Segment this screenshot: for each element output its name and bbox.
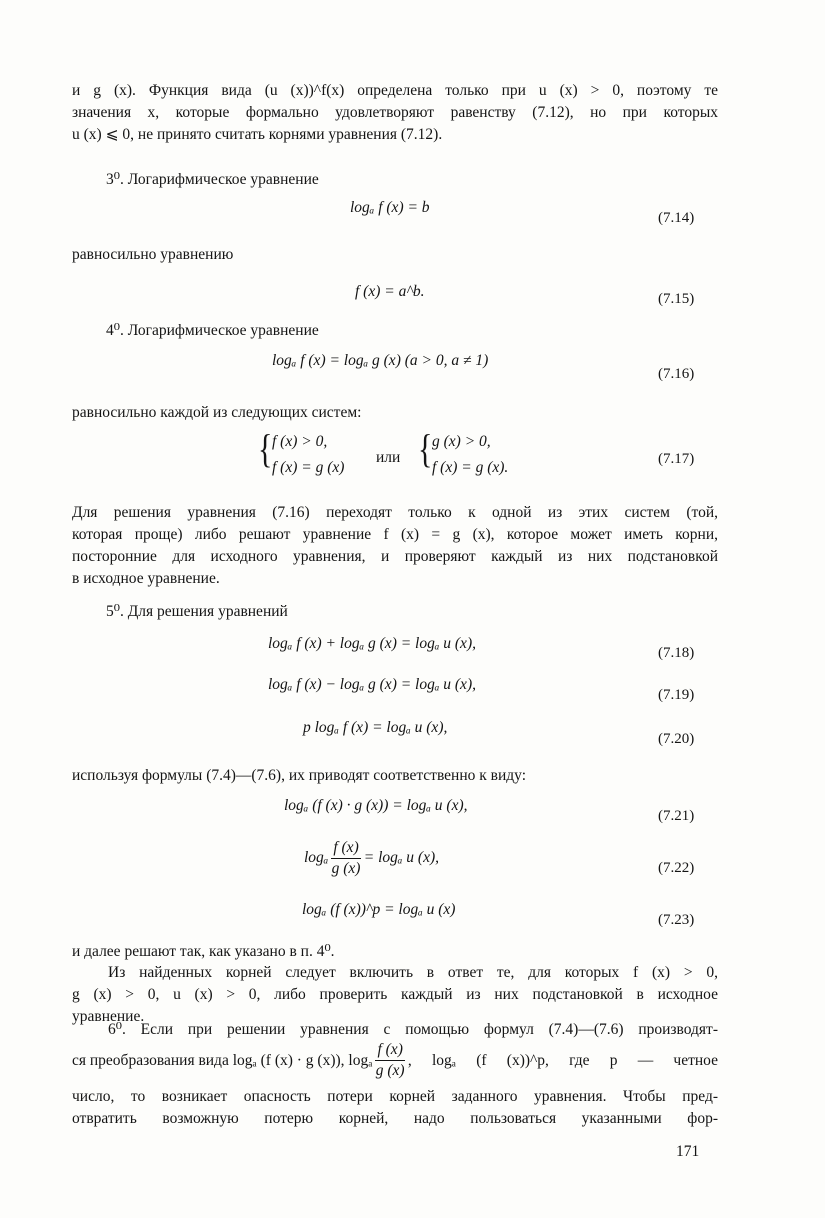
text-line: которая проще) либо решают уравнение f (x) = g (x), которое может иметь корни, <box>72 526 718 543</box>
text-fragment: , logₐ (f (x))^p, где p — четное <box>407 1051 718 1069</box>
equation-7-23: logₐ (f (x))^p = logₐ u (x) <box>302 901 456 918</box>
equation-number: (7.21) <box>658 808 695 824</box>
equation-7-16: logₐ f (x) = logₐ g (x) (a > 0, a ≠ 1) <box>272 352 489 369</box>
equation-7-19: logₐ f (x) − logₐ g (x) = logₐ u (x), <box>268 676 476 693</box>
equation-7-21: logₐ (f (x) · g (x)) = logₐ u (x), <box>284 797 468 814</box>
equation-text: = logₐ u (x), <box>363 849 439 867</box>
text-line: используя формулы (7.4)—(7.6), их приводят соответственно к виду: <box>72 767 527 784</box>
text-line: уравнение. <box>72 1008 145 1025</box>
left-brace: { <box>418 426 433 471</box>
text-line: и g (x). Функция вида (u (x))^f(x) определена только при u (x) > 0, поэтому те <box>72 82 718 99</box>
text-line: отвратить возможную потерю корней, надо пользоваться указанными фор- <box>72 1110 718 1127</box>
equation-number: (7.19) <box>658 687 695 703</box>
system-line: f (x) = g (x) <box>272 459 345 476</box>
equation-number: (7.22) <box>658 860 695 876</box>
equation-number: (7.14) <box>658 210 695 226</box>
text-line: Для решения уравнения (7.16) переходят только к одной из этих систем (той, <box>72 504 718 521</box>
numerator: f (x) <box>375 1040 404 1061</box>
fraction <box>375 1040 404 1081</box>
intro-paragraph <box>72 80 718 146</box>
equation-number: (7.16) <box>658 366 695 382</box>
text-line: значения x, которые формально удовлетворяют равенству (7.12), но при которых <box>72 104 718 121</box>
text-line: равносильно каждой из следующих систем: <box>72 404 362 421</box>
text-line: u (x) ⩽ 0, не принято считать корнями уравнения (7.12). <box>72 126 443 143</box>
equation-7-18: logₐ f (x) + logₐ g (x) = logₐ u (x), <box>268 635 476 652</box>
text-line: и далее решают так, как указано в п. 4⁰. <box>72 943 335 960</box>
equation-number: (7.23) <box>658 912 695 928</box>
equation-text: logₐ <box>304 849 329 867</box>
equation-7-14: logₐ f (x) = b <box>350 199 430 216</box>
text-line: в исходное уравнение. <box>72 570 220 587</box>
section-heading-5: 5⁰. Для решения уравнений <box>106 603 288 620</box>
equation-7-15: f (x) = a^b. <box>355 283 425 300</box>
text-fragment: ся преобразования вида logₐ (f (x) · g (x)), logₐ <box>72 1051 373 1069</box>
text-line: 6⁰. Если при решении уравнения с помощью формул (7.4)—(7.6) производят- <box>108 1021 718 1038</box>
text-line: число, то возникает опасность потери корней заданного уравнения. Чтобы пред- <box>72 1088 718 1105</box>
text-line <box>72 1040 718 1081</box>
fraction <box>331 838 360 879</box>
text-line: Из найденных корней следует включить в ответ те, для которых f (x) > 0, <box>108 964 718 981</box>
paragraph <box>72 502 718 590</box>
text-line: посторонние для исходного уравнения, и проверяют каждый из них подстановкой <box>72 548 718 565</box>
page-number: 171 <box>676 1143 700 1160</box>
system-line: f (x) = g (x). <box>432 459 509 476</box>
denominator: g (x) <box>375 1062 405 1079</box>
left-brace: { <box>258 426 273 471</box>
equation-number: (7.15) <box>658 291 695 307</box>
section-heading-3: 3⁰. Логарифмическое уравнение <box>106 171 319 188</box>
equation-number: (7.20) <box>658 731 695 747</box>
equation-number: (7.18) <box>658 645 695 661</box>
equation-7-22 <box>304 838 439 879</box>
or-word: или <box>376 449 401 466</box>
section-heading-4: 4⁰. Логарифмическое уравнение <box>106 322 319 339</box>
equation-number: (7.17) <box>658 451 695 467</box>
text-line: равносильно уравнению <box>72 246 234 263</box>
text-line: g (x) > 0, u (x) > 0, либо проверить каждый из них подстановкой в исходное <box>72 986 718 1003</box>
paragraph <box>72 962 718 1028</box>
numerator: f (x) <box>331 838 360 859</box>
system-line: g (x) > 0, <box>432 433 491 450</box>
system-line: f (x) > 0, <box>272 433 328 450</box>
equation-7-20: p logₐ f (x) = logₐ u (x), <box>303 719 448 736</box>
denominator: g (x) <box>331 860 361 877</box>
